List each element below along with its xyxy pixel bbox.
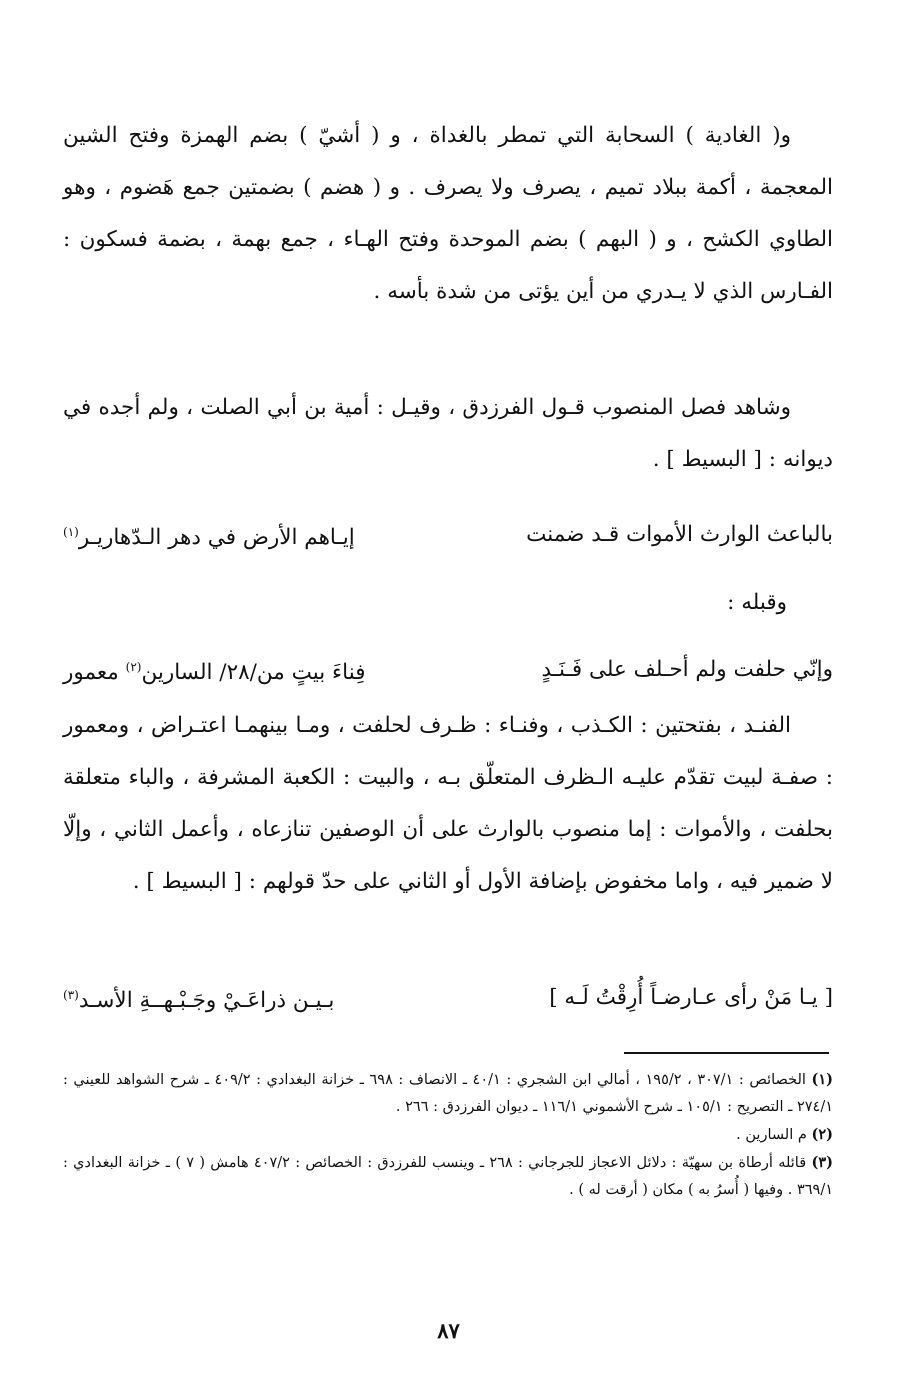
footnote-2 (63, 1121, 833, 1149)
footnote-3 (63, 1149, 833, 1204)
qabluh-label: وقبله : (727, 590, 787, 615)
footnote-3-number: (٣) (811, 1154, 833, 1171)
verse-1-first-hemistich: بالباعث الوارث الأموات قـد ضمنت (526, 522, 833, 547)
footnote-1-number: (١) (811, 1071, 834, 1088)
verse-3-second-hemistich (63, 975, 334, 1021)
paragraph-2 (63, 382, 833, 486)
footnote-ref-2: (٢) (125, 659, 142, 674)
verse-3-first-hemistich: [ يـا مَنْ رأى عـارضـاً أُرِقْتُ لَـه ] (549, 985, 833, 1010)
paragraph-1 (63, 110, 833, 318)
footnotes (63, 1066, 833, 1204)
footnote-ref-3: (٣) (63, 987, 79, 1002)
paragraph-1-text: و( الغادية ) السحابة التي تمطر بالغداة ، و ( أشيّ ) بضم الهمزة وفتح الشين المعجمة ، أكمة ببلاد تميم ، يصرف ولا يصرف . و ( هضم ) بضمتين جمع هَضوم ، وهو الطاوي الكشح ، و ( البهم ) بضم الموحدة وفتح الهـاء ، جمع بهمة ، بضمة فسكون : الفـارس الذي لا يـدري من أين يؤتى من شدة بأسه . (63, 123, 833, 304)
paragraph-2-text: وشاهد فصل المنصوب قـول الفرزدق ، وقيـل : أمية بن أبي الصلت ، ولم أجده في ديوانه : [ البسيط ] . (63, 395, 833, 472)
verse-2-tail: معمور (63, 660, 119, 686)
footnote-divider (624, 1052, 829, 1054)
footnote-ref-1: (١) (63, 524, 79, 539)
verse-2-second-hemistich (63, 647, 365, 693)
footnote-2-text: م السارين . (736, 1127, 807, 1143)
verse-2 (63, 650, 833, 690)
footnote-2-number: (٢) (811, 1126, 833, 1143)
verse-1 (63, 515, 833, 555)
footnote-1-text: الخصائص : ٣٠٧/١ ، ١٩٥/٢ ، أمالي ابن الشجري : ٤٠/١ ـ الانصاف : ٦٩٨ ـ خزانة البغدادي : ٤٠٩/٢ ـ شرح الشواهد للعيني : ٢٧٤/١ ـ التصريح : ١٠٥/١ ـ شرح الأشموني ١١٦/١ ـ ديوان الفرزدق : ٢٦٦ . (63, 1072, 833, 1115)
verse-1-second-hemistich (63, 512, 355, 558)
verse-1-second-hemistich-text: إيـاهم الأرض في دهر الـدّهاريـر (78, 525, 355, 551)
verse-3-second-hemistich-text: بـيـن ذراعَـيْ وجَـبْـهــةِ الأسـد (78, 988, 335, 1014)
page-number: ٨٧ (437, 1318, 460, 1343)
paragraph-3-text: الفنـد ، بفتحتين : الكـذب ، وفنـاء : ظـرف لحلفت ، ومـا بينهمـا اعتـراض ، ومعمور : صفـة لبيت تقدّم عليـه الـظرف المتعلّق بـه ، والبيت : الكعبة المشرفة ، والباء متعلقة بحلفت ، والأموات : إما منصوب بالوارث على أن الوصفين تنازعاه ، وأعمل الثاني ، وإلّا لا ضمير فيه ، واما مخفوض بإضافة الأول أو الثاني على حدّ قولهم : [ البسيط ] . (63, 713, 833, 894)
verse-2-second-hemistich-text: فِناءَ بيتٍ من/٢٨/ السارين (141, 660, 366, 686)
verse-3 (63, 978, 833, 1018)
paragraph-3 (63, 700, 833, 908)
verse-2-first-hemistich: وإنّي حلفت ولم أحـلف على فَـنَـدٍ (541, 657, 833, 682)
footnote-1 (63, 1066, 833, 1121)
footnote-3-text: قائله أرطاة بن سهيّة : دلائل الاعجاز للجرجاني : ٢٦٨ ـ وينسب للفرزدق : الخصائص : ٤٠٧/٢ هامش ( ٧ ) ـ خزانة البغدادي : ٣٦٩/١ . وفيها ( أُسرُ به ) مكان ( أرقت له ) . (63, 1155, 833, 1198)
